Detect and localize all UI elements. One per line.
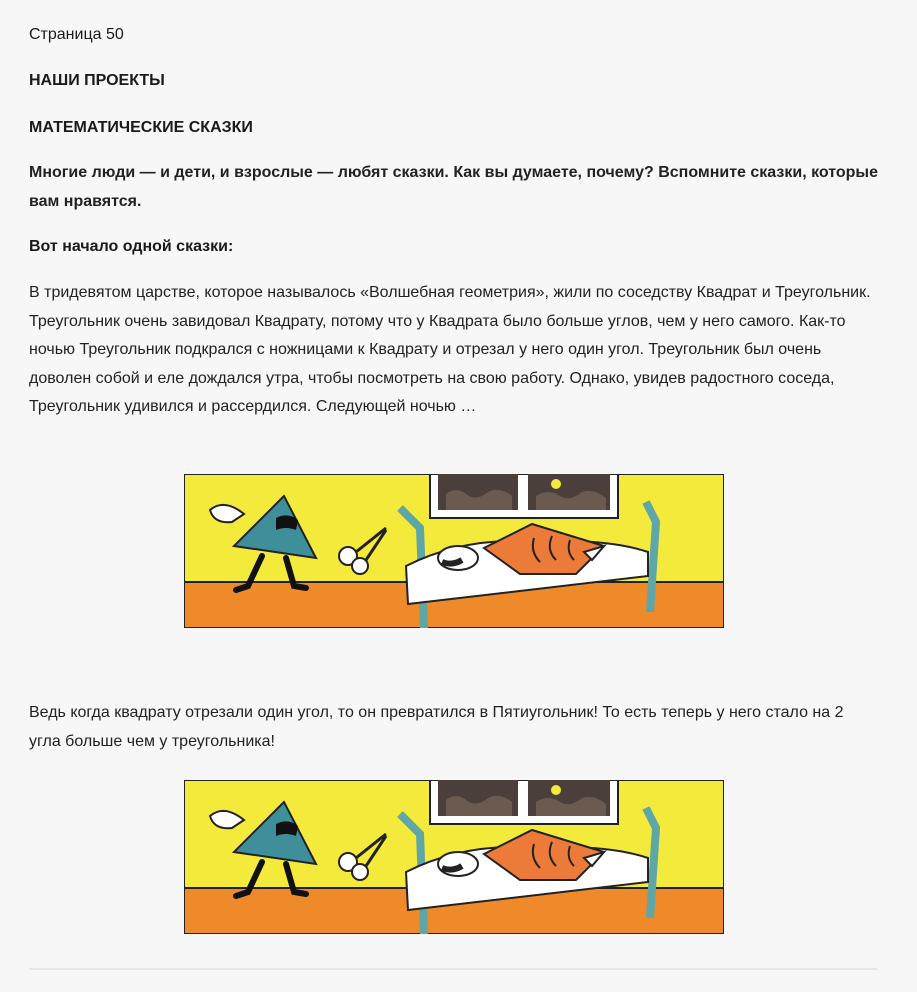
bottom-divider bbox=[29, 968, 877, 970]
fairy-tale-illustration bbox=[184, 474, 724, 628]
article-title: МАТЕМАТИЧЕСКИЕ СКАЗКИ bbox=[29, 119, 253, 136]
intro-paragraph: Многие люди — и дети, и взрослые — любят сказки. Как вы думаете, почему? Вспомните сказки, которые вам нравятся. bbox=[29, 164, 878, 210]
illustration-triangle-cutting-square-repeat bbox=[184, 780, 724, 934]
section-heading: НАШИ ПРОЕКТЫ bbox=[29, 72, 165, 89]
illustration-triangle-cutting-square bbox=[184, 474, 724, 628]
page-number: Страница 50 bbox=[29, 26, 124, 43]
story-lead: Вот начало одной сказки: bbox=[29, 238, 234, 255]
answer-paragraph: Ведь когда квадрату отрезали один угол, то он превратился в Пятиугольник! То есть теперь у него стало на 2 угла больше чем у треугольника! bbox=[29, 704, 844, 750]
window-icon bbox=[430, 474, 618, 518]
window-icon bbox=[430, 780, 618, 824]
fairy-tale-illustration-repeat bbox=[184, 780, 724, 934]
story-paragraph: В тридевятом царстве, которое называлось «Волшебная геометрия», жили по соседству Квадрат и Треугольник. Треугольник очень завидовал Квадрату, потому что у Квадрата было больше углов, чем у него самого. Как-то ночью Треугольник подкрался с ножницами к Квадрату и отрезал у него один угол. Треугольник был очень доволен собой и еле дождался утра, чтобы посмотреть на свою работу. Однако, увидев радостного соседа, Треугольник удивился и рассердился. Следующей ночью … bbox=[29, 284, 871, 415]
